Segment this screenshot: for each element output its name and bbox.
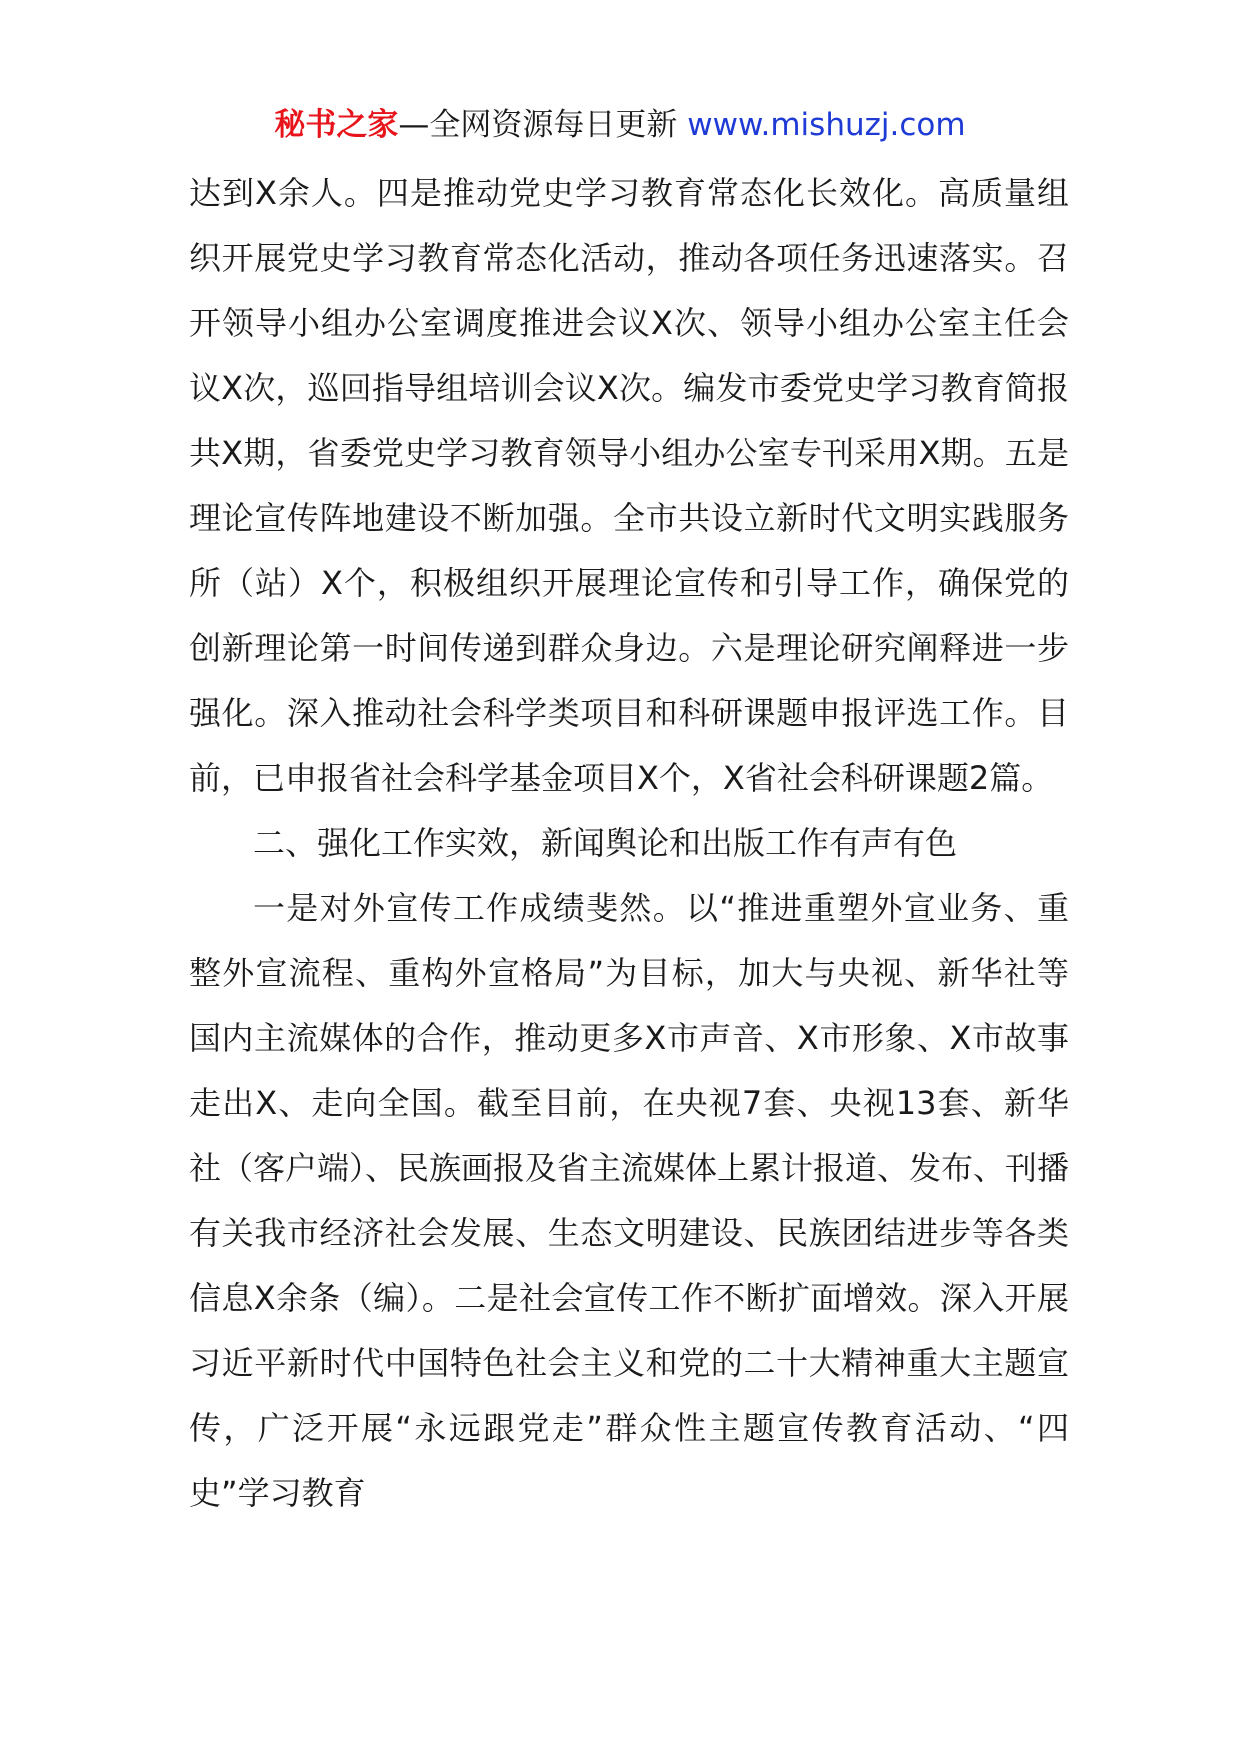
continued-paragraph: 达到X余人。四是推动党史学习教育常态化长效化。高质量组织开展党史学习教育常态化活动，推动各项任务迅速落实。召开领导小组办公室调度推进会议X次、领导小组办公室主任会议X次，巡回指导组培训会议X次。编发市委党史学习教育简报共X期，省委党史学习教育领导小组办公室专刊采用X期。五是理论宣传阵地建设不断加强。全市共设立新时代文明实践服务所（站）X个，积极组织开展理论宣传和引导工作，确保党的创新理论第一时间传递到群众身边。六是理论研究阐释进一步强化。深入推动社会科学类项目和科研课题申报评选工作。目前，已申报省社会科学基金项目X个，X省社会科研课题2篇。 [189, 174, 1069, 797]
page-header [0, 100, 1240, 150]
section-heading: 二、强化工作实效，新闻舆论和出版工作有声有色 [253, 824, 958, 862]
brand-name: 秘书之家 [274, 107, 399, 143]
body-paragraph: 一是对外宣传工作成绩斐然。以“推进重塑外宣业务、重整外宣流程、重构外宣格局”为目标，加大与央视、新华社等国内主流媒体的合作，推动更多X市声音、X市形象、X市故事走出X、走向全国。截至目前，在央视7套、央视13套、新华社（客户端）、民族画报及省主流媒体上累计报道、发布、刊播有关我市经济社会发展、生态文明建设、民族团结进步等各类信息X余条（编）。二是社会宣传工作不断扩面增效。深入开展习近平新时代中国特色社会主义和党的二十大精神重大主题宣传，广泛开展“永远跟党走”群众性主题宣传教育活动、“四史”学习教育 [189, 889, 1070, 1512]
document-body [189, 161, 1069, 1526]
website-link[interactable]: www.mishuzj.com [687, 107, 966, 143]
header-tagline: —全网资源每日更新 [398, 107, 678, 143]
